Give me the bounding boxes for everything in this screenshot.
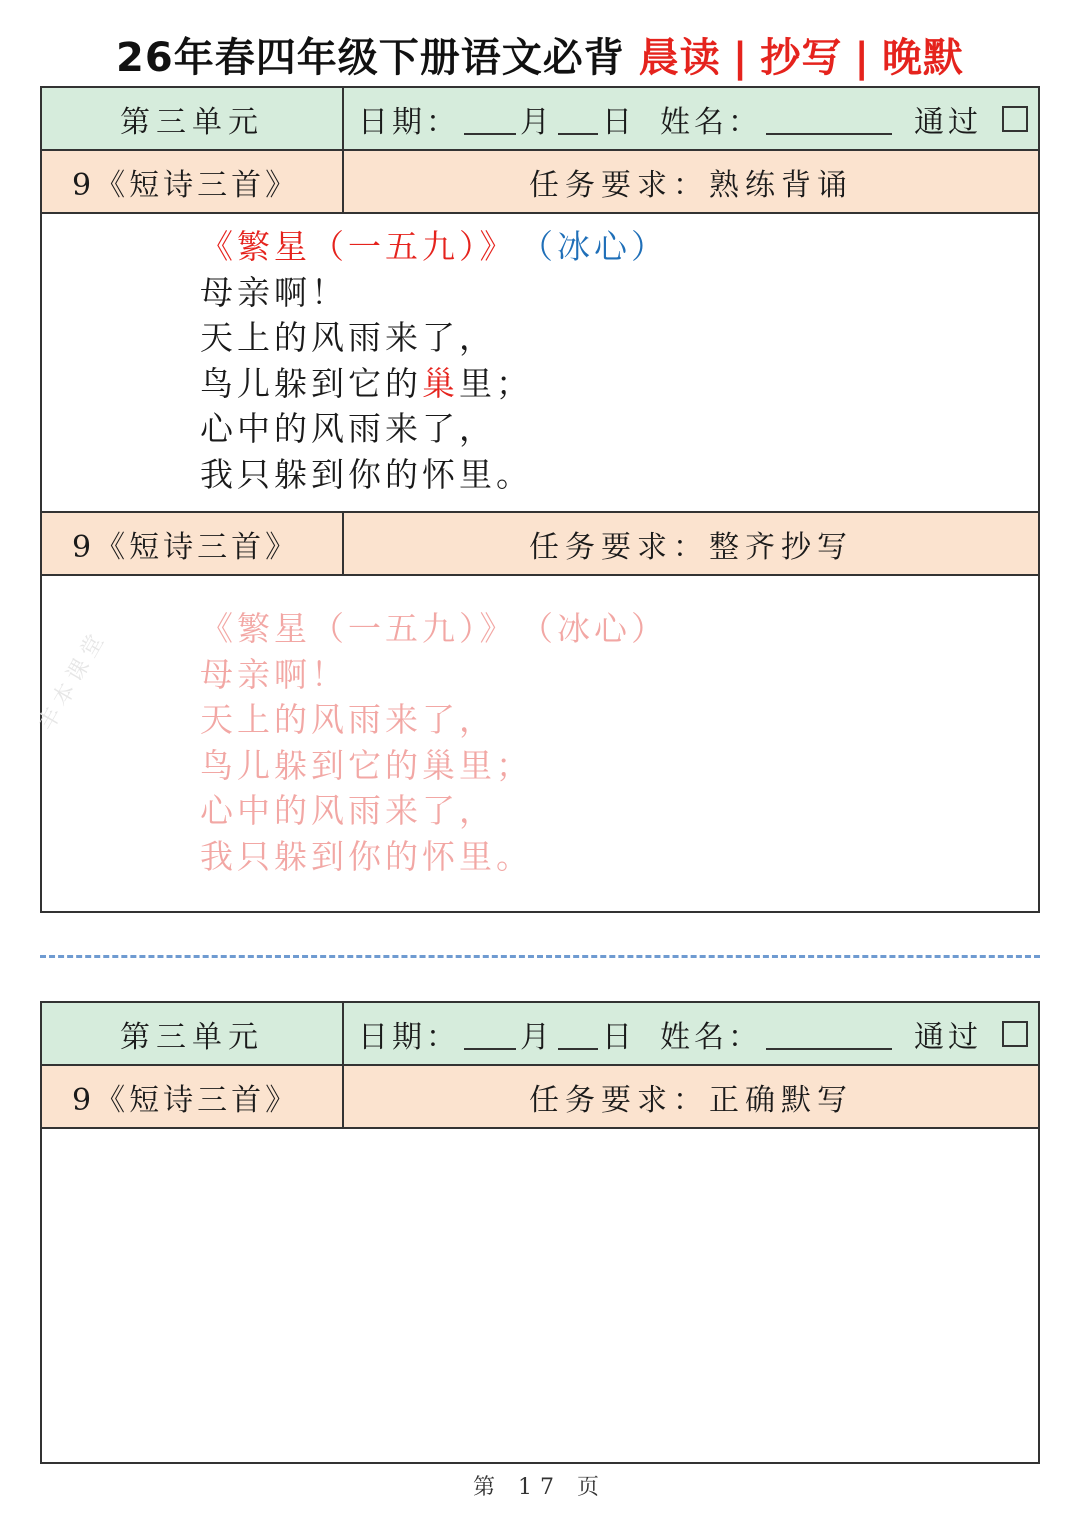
title-main: 26年春四年级下册语文必背 bbox=[116, 35, 625, 81]
title-separator: | bbox=[732, 35, 749, 81]
poem-line-part: 里； bbox=[459, 745, 533, 785]
highlight-character: 巢 bbox=[422, 363, 459, 403]
name-blank[interactable] bbox=[766, 103, 892, 135]
task-row bbox=[42, 513, 1038, 576]
poem-line: 母亲啊！ bbox=[200, 272, 348, 312]
poem-trace-area[interactable] bbox=[42, 576, 1038, 908]
name-blank[interactable] bbox=[766, 1018, 892, 1050]
task-requirement: 任务要求：整齐抄写 bbox=[529, 529, 853, 565]
dashed-divider bbox=[40, 955, 1040, 958]
title-part-morning: 晨读 bbox=[638, 35, 721, 81]
month-blank[interactable] bbox=[464, 103, 516, 135]
task-row bbox=[42, 1066, 1038, 1129]
poem-author: （冰心） bbox=[536, 227, 668, 266]
poem-line: 天上的风雨来了， bbox=[200, 700, 496, 739]
task-row bbox=[42, 151, 1038, 214]
poem-line: 心中的风雨来了， bbox=[200, 409, 496, 448]
info-fields bbox=[344, 1003, 1038, 1064]
day-blank[interactable] bbox=[558, 1018, 598, 1050]
pass-label: 通过 bbox=[914, 104, 982, 140]
info-fields bbox=[344, 88, 1038, 149]
header-row bbox=[42, 1003, 1038, 1066]
poem-trace-lines bbox=[200, 606, 668, 879]
month-blank[interactable] bbox=[464, 1018, 516, 1050]
poem-lines bbox=[200, 224, 668, 497]
worksheet-block-bottom bbox=[40, 1001, 1040, 1464]
task-requirement: 任务要求：正确默写 bbox=[529, 1082, 853, 1118]
title-part-evening: 晚默 bbox=[881, 35, 964, 81]
poem-line-part: 里； bbox=[459, 363, 533, 403]
unit-label: 第三单元 bbox=[42, 88, 344, 149]
poem-line-part: 鸟儿躲到它的 bbox=[200, 745, 422, 785]
poem-title-line bbox=[200, 224, 668, 270]
poem-title: 《繁星（一五九）》 bbox=[200, 227, 517, 266]
poem-title-line bbox=[200, 606, 668, 652]
watermark: 丰本课堂 bbox=[34, 625, 112, 735]
pass-label: 通过 bbox=[914, 1019, 982, 1055]
month-label: 月 bbox=[520, 1019, 554, 1055]
name-label: 姓名： bbox=[660, 1019, 762, 1055]
name-label: 姓名： bbox=[660, 104, 762, 140]
pass-checkbox[interactable] bbox=[1002, 1021, 1028, 1047]
poem-line-part: 巢 bbox=[422, 745, 459, 785]
poem-recite-area bbox=[42, 214, 1038, 513]
page-title bbox=[0, 30, 1080, 86]
dictation-writing-area[interactable] bbox=[42, 1129, 1038, 1461]
page-number: 第 17 页 bbox=[473, 1475, 607, 1500]
poem-line: 我只躲到你的怀里。 bbox=[200, 836, 533, 876]
poem-line bbox=[200, 743, 668, 789]
worksheet-block-top bbox=[40, 86, 1040, 913]
lesson-label: 9《短诗三首》 bbox=[42, 1066, 344, 1127]
poem-line-part: 鸟儿躲到它的 bbox=[200, 363, 422, 403]
day-blank[interactable] bbox=[558, 103, 598, 135]
poem-line: 天上的风雨来了， bbox=[200, 318, 496, 357]
header-row bbox=[42, 88, 1038, 151]
poem-line: 心中的风雨来了， bbox=[200, 791, 496, 830]
poem-title: 《繁星（一五九）》 bbox=[200, 609, 517, 648]
day-label: 日 bbox=[602, 104, 636, 140]
poem-line: 我只躲到你的怀里。 bbox=[200, 454, 533, 494]
lesson-label: 9《短诗三首》 bbox=[42, 513, 344, 574]
unit-label: 第三单元 bbox=[42, 1003, 344, 1064]
month-label: 月 bbox=[520, 104, 554, 140]
poem-author: （冰心） bbox=[536, 609, 668, 648]
date-label: 日期： bbox=[358, 1019, 460, 1055]
poem-line bbox=[200, 361, 668, 407]
title-separator: | bbox=[854, 35, 870, 81]
date-label: 日期： bbox=[358, 104, 460, 140]
poem-line: 母亲啊！ bbox=[200, 654, 348, 694]
lesson-label: 9《短诗三首》 bbox=[42, 151, 344, 212]
day-label: 日 bbox=[602, 1019, 636, 1055]
title-part-copy: 抄写 bbox=[760, 35, 843, 81]
task-requirement: 任务要求：熟练背诵 bbox=[529, 167, 853, 203]
pass-checkbox[interactable] bbox=[1002, 106, 1028, 132]
